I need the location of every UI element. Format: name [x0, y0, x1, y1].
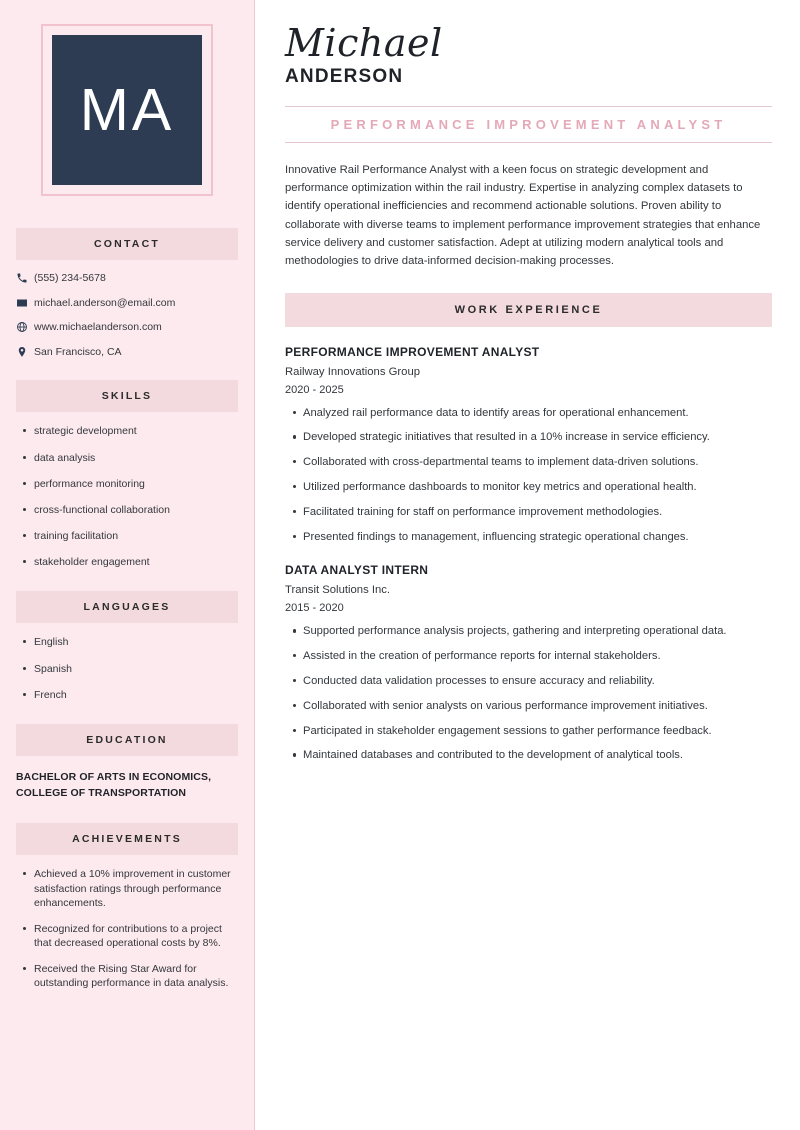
list-item: French	[32, 688, 238, 702]
contact-website	[16, 321, 238, 334]
work-experience-heading: WORK EXPERIENCE	[285, 293, 772, 327]
job-company: Railway Innovations Group	[285, 365, 421, 378]
skills-section-heading: SKILLS	[16, 380, 238, 412]
map-pin-icon	[16, 346, 34, 358]
list-item: Conducted data validation processes to ensure accuracy and reliability.	[303, 673, 772, 690]
contact-email	[16, 297, 238, 310]
list-item: Achieved a 10% improvement in customer satisfaction ratings through performance enhancements.	[32, 867, 238, 910]
job-dates: 2015 - 2020	[285, 602, 344, 615]
contact-section-heading: CONTACT	[16, 228, 238, 260]
list-item: Received the Rising Star Award for outstanding performance in data analysis.	[32, 962, 238, 990]
contact-list	[16, 272, 238, 358]
envelope-icon	[16, 297, 34, 309]
education-section-heading: EDUCATION	[16, 724, 238, 756]
contact-email-value: michael.anderson@email.com	[34, 296, 176, 309]
work-experience-item	[285, 563, 772, 764]
job-responsibilities	[285, 623, 772, 764]
work-experience-item	[285, 345, 772, 546]
languages-list	[16, 635, 238, 702]
monogram-frame	[41, 24, 213, 196]
list-item: stakeholder engagement	[32, 555, 238, 569]
phone-icon	[16, 272, 34, 284]
languages-section-heading: LANGUAGES	[16, 591, 238, 623]
job-responsibilities	[285, 405, 772, 546]
list-item: Collaborated with cross-departmental teams to implement data-driven solutions.	[303, 454, 772, 471]
list-item: cross-functional collaboration	[32, 503, 238, 517]
contact-phone-value: (555) 234-5678	[34, 272, 106, 284]
list-item: Utilized performance dashboards to monitor key metrics and operational health.	[303, 479, 772, 496]
first-name: Michael	[285, 21, 443, 65]
job-company: Transit Solutions Inc.	[285, 584, 391, 597]
contact-location	[16, 346, 238, 359]
list-item: Participated in stakeholder engagement sessions to gather performance feedback.	[303, 723, 772, 740]
list-item: data analysis	[32, 451, 238, 465]
contact-phone	[16, 272, 238, 285]
list-item: Collaborated with senior analysts on various performance improvement initiatives.	[303, 698, 772, 715]
globe-icon	[16, 321, 34, 333]
contact-website-value: www.michaelanderson.com	[34, 321, 162, 334]
list-item: Analyzed rail performance data to identify areas for operational enhancement.	[303, 405, 772, 422]
achievements-list	[16, 867, 238, 990]
page-title	[285, 21, 772, 88]
list-item: Supported performance analysis projects, gathering and interpreting operational data.	[303, 623, 772, 640]
list-item: Spanish	[32, 662, 238, 676]
list-item: Assisted in the creation of performance reports for internal stakeholders.	[303, 648, 772, 665]
sidebar	[0, 0, 255, 1130]
achievements-section-heading: ACHIEVEMENTS	[16, 823, 238, 855]
list-item: performance monitoring	[32, 477, 238, 491]
professional-summary: Innovative Rail Performance Analyst with a keen focus on strategic development and performance optimization within the rail industry. Expertise in analyzing complex datasets to identify operational inefficiencies and recommend actionable solutions. Proven ability to collaborate with diverse teams to implement performance improvement strategies that enhance service delivery and customer satisfaction. Adept at utilizing modern analytical tools and methodologies to drive data-informed decision-making processes.	[285, 163, 761, 268]
list-item: English	[32, 635, 238, 649]
last-name: ANDERSON	[285, 65, 404, 87]
list-item: Facilitated training for staff on performance improvement methodologies.	[303, 504, 772, 521]
skills-list	[16, 424, 238, 569]
job-title: DATA ANALYST INTERN	[285, 563, 429, 578]
list-item: Recognized for contributions to a project that decreased operational costs by 8%.	[32, 922, 238, 950]
list-item: Maintained databases and contributed to the development of analytical tools.	[303, 747, 772, 764]
job-title: PERFORMANCE IMPROVEMENT ANALYST	[285, 344, 540, 359]
list-item: training facilitation	[32, 529, 238, 543]
job-dates: 2020 - 2025	[285, 383, 344, 396]
job-role-title: PERFORMANCE IMPROVEMENT ANALYST	[285, 106, 772, 143]
list-item: Developed strategic initiatives that resulted in a 10% increase in service efficiency.	[303, 429, 772, 446]
education-entry: BACHELOR OF ARTS IN ECONOMICS, COLLEGE OF TRANSPORTATION	[16, 770, 212, 799]
monogram-initials: MA	[52, 35, 202, 185]
list-item: Presented findings to management, influencing strategic operational changes.	[303, 529, 772, 546]
contact-location-value: San Francisco, CA	[34, 345, 122, 358]
list-item: strategic development	[32, 424, 238, 438]
main-content	[255, 0, 800, 1130]
